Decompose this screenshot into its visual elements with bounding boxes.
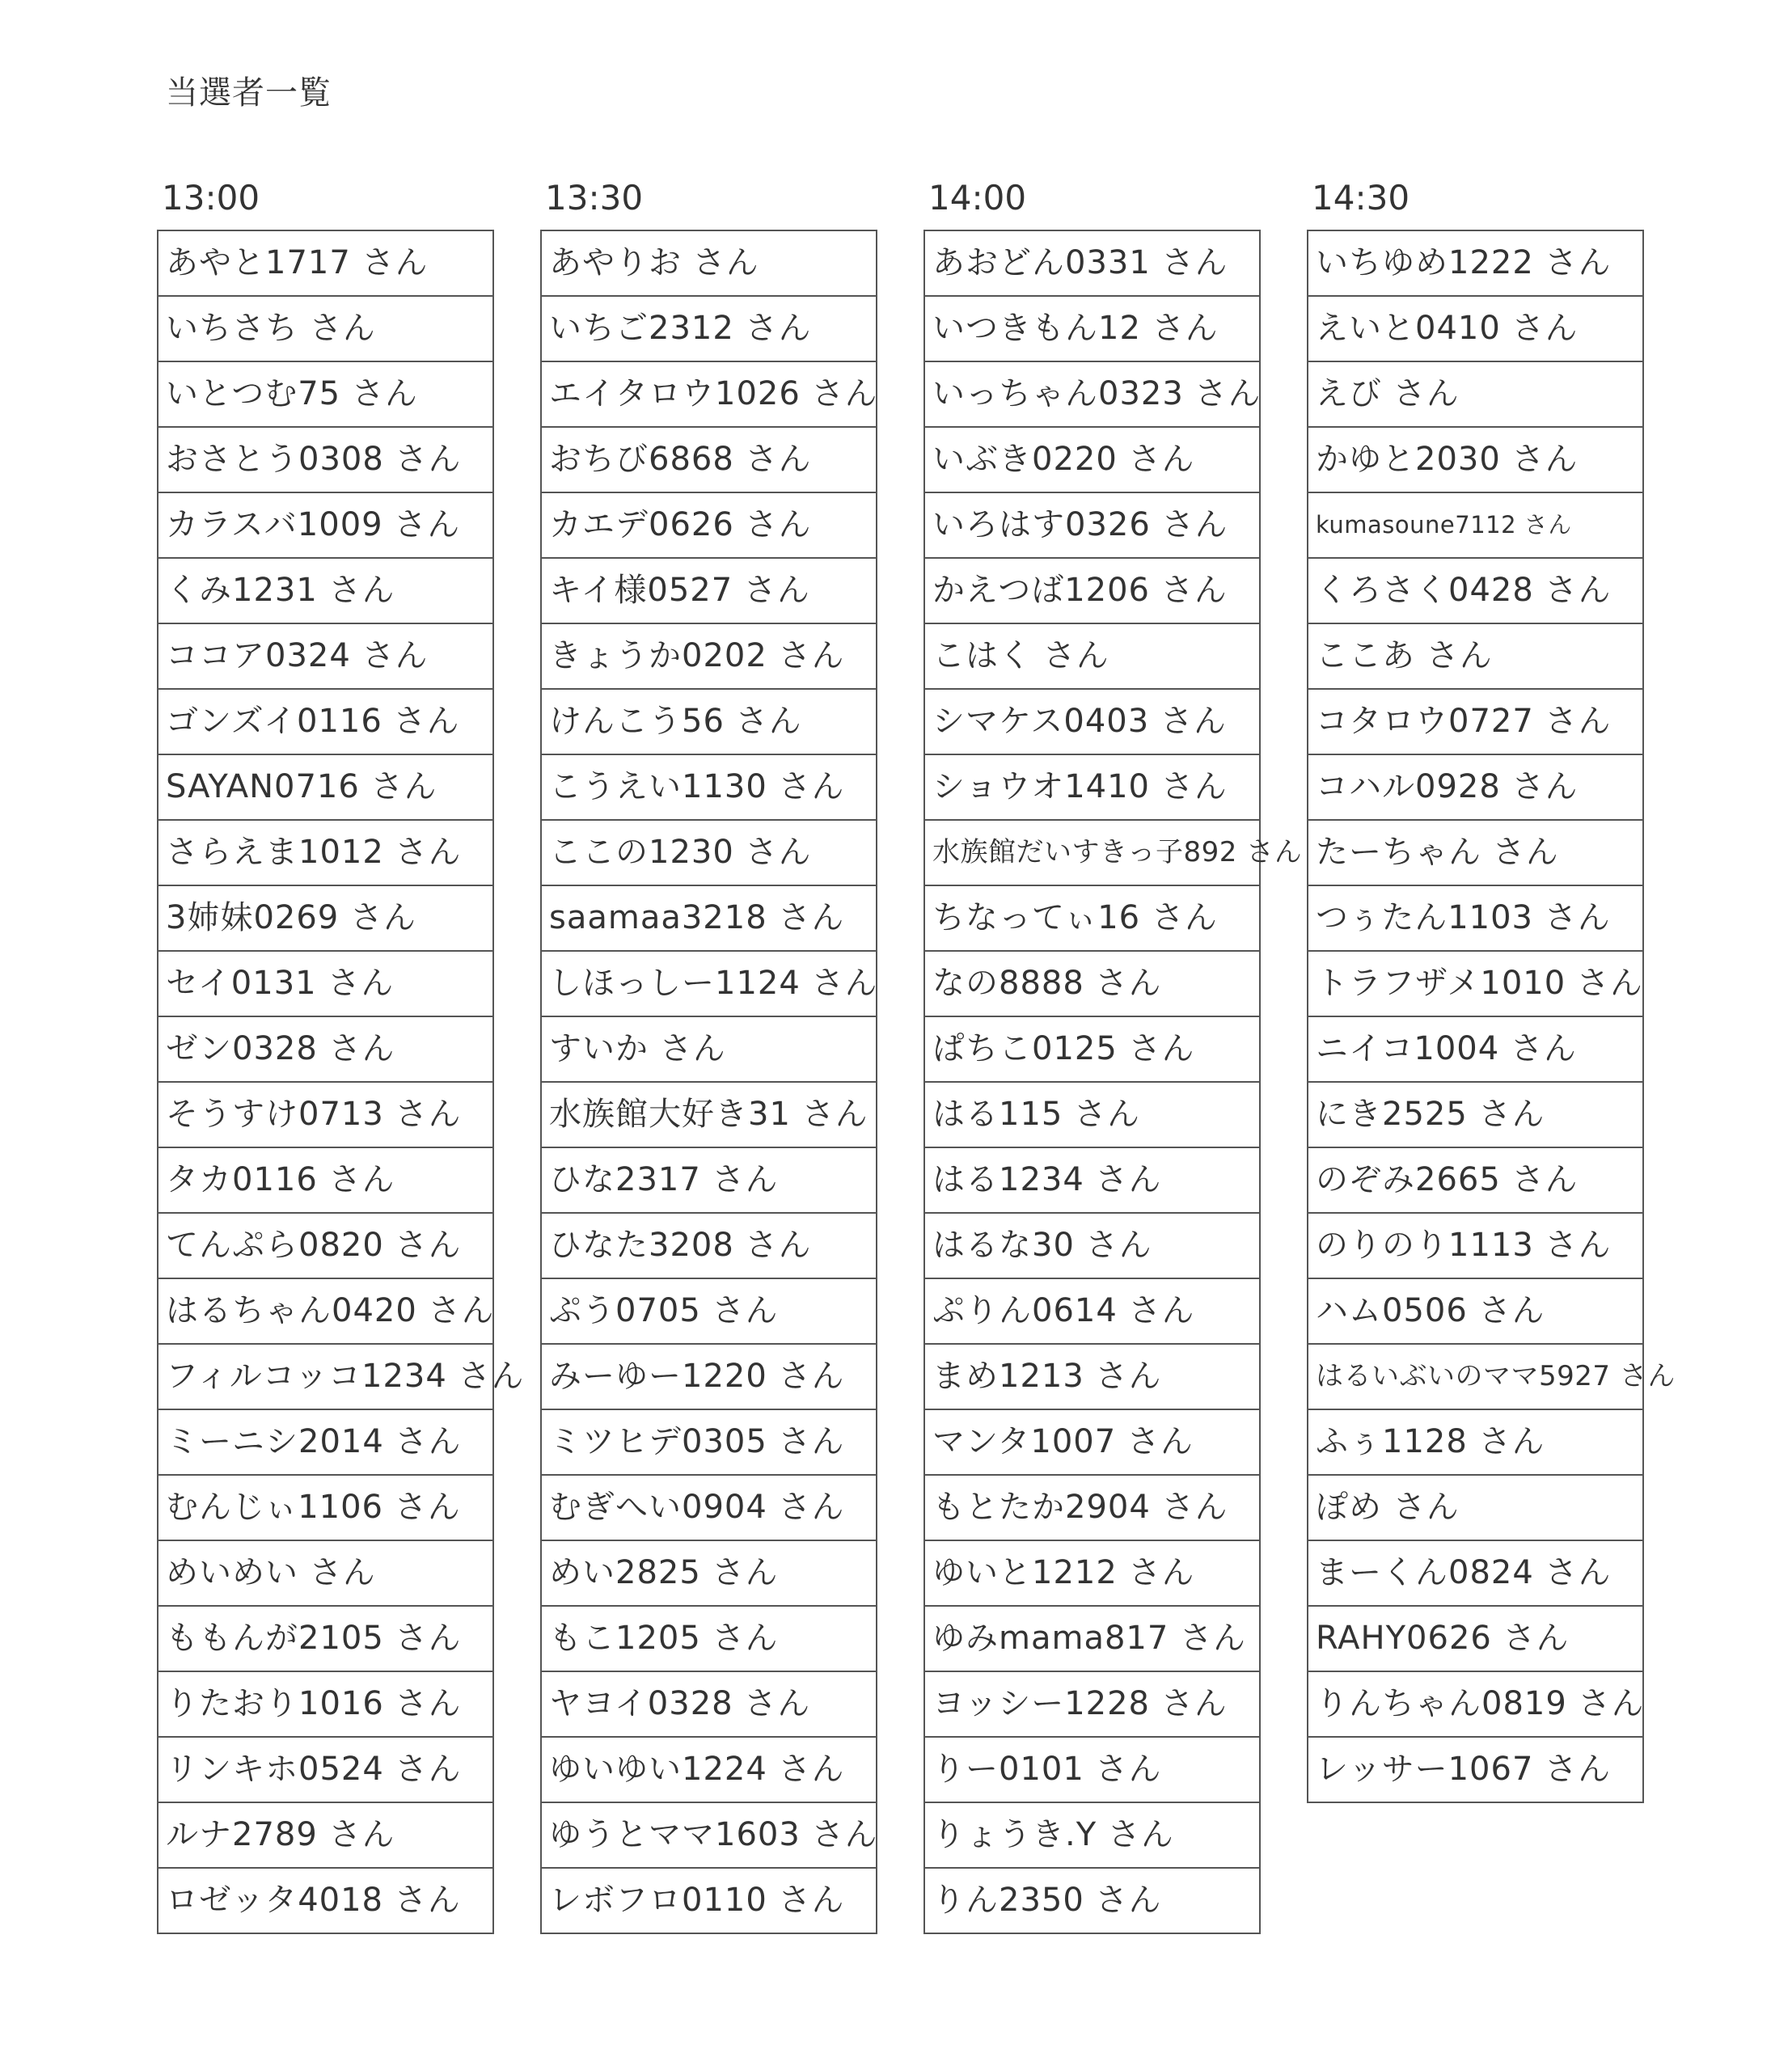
winner-name-cell: トラフザメ1010 さん	[1308, 952, 1642, 1017]
winner-name-cell: いとつむ75 さん	[158, 362, 492, 428]
winner-name-cell: かえつば1206 さん	[925, 559, 1259, 624]
winner-name-cell: ひなた3208 さん	[542, 1214, 876, 1279]
winner-name-cell: ヤヨイ0328 さん	[542, 1672, 876, 1738]
winner-name-cell: くろさく0428 さん	[1308, 559, 1642, 624]
winner-name-cell: コタロウ0727 さん	[1308, 690, 1642, 755]
time-slot-column	[157, 176, 525, 1934]
winner-name-cell: ゴンズイ0116 さん	[158, 690, 492, 755]
winner-name-cell: ももんが2105 さん	[158, 1607, 492, 1672]
winner-name-cell: いちさち さん	[158, 297, 492, 362]
winner-name-cell: めい2825 さん	[542, 1541, 876, 1607]
winner-name-cell: ショウオ1410 さん	[925, 755, 1259, 821]
winner-name-cell: いっちゃん0323 さん	[925, 362, 1259, 428]
page-title: 当選者一覧	[166, 74, 332, 112]
winner-name-cell: もとたか2904 さん	[925, 1476, 1259, 1541]
winner-name-cell: キイ様0527 さん	[542, 559, 876, 624]
winner-name-cell: フィルコッコ1234 さん	[158, 1345, 492, 1410]
winner-name-cell: ゆみmama817 さん	[925, 1607, 1259, 1672]
winner-name-cell: リンキホ0524 さん	[158, 1738, 492, 1803]
winner-name-cell: ココア0324 さん	[158, 624, 492, 690]
winner-name-cell: kumasoune7112 さん	[1308, 493, 1642, 559]
winner-name-cell: カラスバ1009 さん	[158, 493, 492, 559]
winner-name-cell: みーゆー1220 さん	[542, 1345, 876, 1410]
winner-name-cell: ゆうとママ1603 さん	[542, 1803, 876, 1869]
winner-name-cell: そうすけ0713 さん	[158, 1083, 492, 1148]
winner-name-cell: コハル0928 さん	[1308, 755, 1642, 821]
winner-name-cell: のりのり1113 さん	[1308, 1214, 1642, 1279]
winner-name-cell: RAHY0626 さん	[1308, 1607, 1642, 1672]
winner-name-cell: まーくん0824 さん	[1308, 1541, 1642, 1607]
winner-name-cell: えいと0410 さん	[1308, 297, 1642, 362]
time-slot-heading: 13:30	[545, 178, 644, 218]
winner-name-cell: りー0101 さん	[925, 1738, 1259, 1803]
winner-name-cell: りん2350 さん	[925, 1869, 1259, 1934]
winner-name-cell: ぷりん0614 さん	[925, 1279, 1259, 1345]
winner-name-cell: ゆいと1212 さん	[925, 1541, 1259, 1607]
winner-name-cell: まめ1213 さん	[925, 1345, 1259, 1410]
winner-name-cell: ハム0506 さん	[1308, 1279, 1642, 1345]
winner-table	[157, 230, 525, 1934]
winner-name-cell: ふぅ1128 さん	[1308, 1410, 1642, 1476]
winner-name-cell: ロゼッタ4018 さん	[158, 1869, 492, 1934]
time-slot-column	[923, 176, 1303, 1934]
winner-name-cell: はる1234 さん	[925, 1148, 1259, 1214]
winner-name-cell: さらえま1012 さん	[158, 821, 492, 886]
winner-name-cell: いつきもん12 さん	[925, 297, 1259, 362]
winner-name-cell: ここあ さん	[1308, 624, 1642, 690]
winner-name-cell: あやりお さん	[542, 231, 876, 297]
winner-name-cell: ぽめ さん	[1308, 1476, 1642, 1541]
winner-name-cell: すいか さん	[542, 1017, 876, 1083]
winner-name-cell: 3姉妹0269 さん	[158, 886, 492, 952]
winner-name-cell: レボフロ0110 さん	[542, 1869, 876, 1934]
winner-name-cell: むぎへい0904 さん	[542, 1476, 876, 1541]
winner-name-cell: こはく さん	[925, 624, 1259, 690]
winner-name-cell: ヨッシー1228 さん	[925, 1672, 1259, 1738]
winner-name-cell: りょうき.Y さん	[925, 1803, 1259, 1869]
winner-table	[1307, 230, 1676, 1803]
winner-name-cell: いちご2312 さん	[542, 297, 876, 362]
winner-name-cell: SAYAN0716 さん	[158, 755, 492, 821]
winner-name-cell: ここの1230 さん	[542, 821, 876, 886]
winner-name-cell: ニイコ1004 さん	[1308, 1017, 1642, 1083]
winner-name-cell: カエデ0626 さん	[542, 493, 876, 559]
winner-name-cell: てんぷら0820 さん	[158, 1214, 492, 1279]
winner-name-cell: ルナ2789 さん	[158, 1803, 492, 1869]
winner-name-cell: ちなってぃ16 さん	[925, 886, 1259, 952]
winner-name-cell: はるな30 さん	[925, 1214, 1259, 1279]
winner-name-cell: ひな2317 さん	[542, 1148, 876, 1214]
winner-name-cell: りたおり1016 さん	[158, 1672, 492, 1738]
winner-name-cell: セイ0131 さん	[158, 952, 492, 1017]
winner-name-cell: ミツヒデ0305 さん	[542, 1410, 876, 1476]
winner-name-cell: はるちゃん0420 さん	[158, 1279, 492, 1345]
winner-name-cell: いちゆめ1222 さん	[1308, 231, 1642, 297]
winner-name-cell: しほっしー1124 さん	[542, 952, 876, 1017]
winner-name-cell: なの8888 さん	[925, 952, 1259, 1017]
winner-name-cell: くみ1231 さん	[158, 559, 492, 624]
winner-name-cell: ミーニシ2014 さん	[158, 1410, 492, 1476]
winner-name-cell: エイタロウ1026 さん	[542, 362, 876, 428]
winner-name-cell: かゆと2030 さん	[1308, 428, 1642, 493]
winner-name-cell: けんこう56 さん	[542, 690, 876, 755]
winner-name-cell: いろはす0326 さん	[925, 493, 1259, 559]
winner-name-cell: レッサー1067 さん	[1308, 1738, 1642, 1803]
winner-name-cell: ゼン0328 さん	[158, 1017, 492, 1083]
winner-name-cell: あやと1717 さん	[158, 231, 492, 297]
winner-name-cell: ぷう0705 さん	[542, 1279, 876, 1345]
winner-name-cell: きょうか0202 さん	[542, 624, 876, 690]
winner-name-cell: りんちゃん0819 さん	[1308, 1672, 1642, 1738]
winner-name-cell: おさとう0308 さん	[158, 428, 492, 493]
winner-name-cell: こうえい1130 さん	[542, 755, 876, 821]
winner-name-cell: シマケス0403 さん	[925, 690, 1259, 755]
winner-name-cell: えび さん	[1308, 362, 1642, 428]
winner-name-cell: たーちゃん さん	[1308, 821, 1642, 886]
time-slot-column	[540, 176, 877, 1934]
winner-name-cell: 水族館大好き31 さん	[542, 1083, 876, 1148]
time-slot-heading: 14:30	[1312, 178, 1410, 218]
winner-name-cell: マンタ1007 さん	[925, 1410, 1259, 1476]
winner-name-cell: あおどん0331 さん	[925, 231, 1259, 297]
winner-name-cell: いぶき0220 さん	[925, 428, 1259, 493]
winner-name-cell: にき2525 さん	[1308, 1083, 1642, 1148]
winner-name-cell: 水族館だいすきっ子892 さん	[925, 821, 1259, 886]
winner-name-cell: はるいぶいのママ5927 さん	[1308, 1345, 1642, 1410]
winner-name-cell: タカ0116 さん	[158, 1148, 492, 1214]
winner-name-cell: saamaa3218 さん	[542, 886, 876, 952]
winner-name-cell: つぅたん1103 さん	[1308, 886, 1642, 952]
winner-name-cell: のぞみ2665 さん	[1308, 1148, 1642, 1214]
winner-name-cell: おちび6868 さん	[542, 428, 876, 493]
winner-name-cell: ぱちこ0125 さん	[925, 1017, 1259, 1083]
winner-name-cell: はる115 さん	[925, 1083, 1259, 1148]
winner-table	[923, 230, 1303, 1934]
time-slot-heading: 14:00	[928, 178, 1027, 218]
winner-name-cell: もこ1205 さん	[542, 1607, 876, 1672]
winner-name-cell: ゆいゆい1224 さん	[542, 1738, 876, 1803]
winner-name-cell: むんじぃ1106 さん	[158, 1476, 492, 1541]
time-slot-heading: 13:00	[162, 178, 260, 218]
time-slot-column	[1307, 176, 1676, 1803]
winner-table	[540, 230, 877, 1934]
winner-name-cell: めいめい さん	[158, 1541, 492, 1607]
